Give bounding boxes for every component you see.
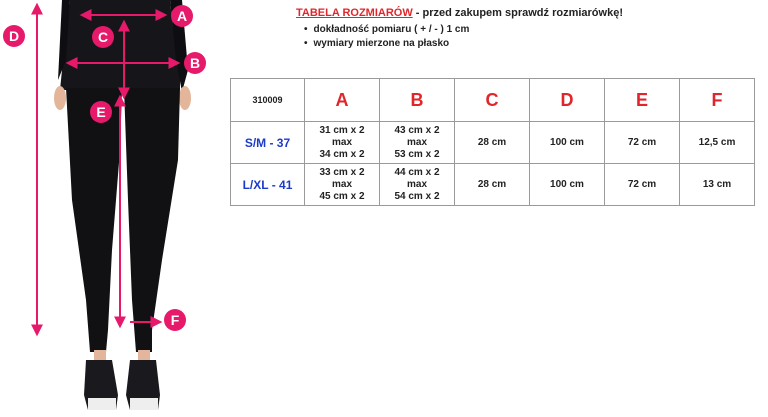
cell-line: 43 cm x 2 (394, 124, 440, 136)
cell-a (305, 122, 380, 164)
cell-line: 31 cm x 2 (319, 124, 365, 136)
cell-f: 12,5 cm (680, 122, 755, 164)
cell-f: 13 cm (680, 164, 755, 206)
product-code: 310009 (231, 79, 305, 122)
marker-e (90, 101, 112, 123)
column-header-f: F (680, 79, 755, 122)
size-chart-header (296, 6, 623, 51)
cell-a (305, 164, 380, 206)
cell-e: 72 cm (605, 164, 680, 206)
marker-b (184, 52, 206, 74)
marker-a (171, 5, 193, 27)
table-row (231, 164, 755, 206)
cell-line: max (406, 136, 427, 148)
model-figure (54, 0, 191, 410)
cell-e: 72 cm (605, 122, 680, 164)
column-header-c: C (455, 79, 530, 122)
size-table-title: TABELA ROZMIARÓW (296, 7, 413, 19)
svg-text:E: E (96, 104, 106, 120)
cell-b (380, 164, 455, 206)
svg-text:F: F (170, 312, 180, 328)
svg-text:B: B (189, 55, 201, 71)
marker-c (92, 26, 114, 48)
cell-line: 45 cm x 2 (319, 190, 365, 202)
marker-f (164, 309, 186, 331)
cell-d: 100 cm (530, 122, 605, 164)
notes-list (304, 23, 623, 51)
marker-d (3, 25, 25, 47)
cell-b (380, 122, 455, 164)
cell-line: 34 cm x 2 (319, 148, 365, 160)
note-item: • dokładność pomiaru ( + / - ) 1 cm (304, 23, 623, 37)
cell-line: 53 cm x 2 (394, 148, 440, 160)
cell-c: 28 cm (455, 164, 530, 206)
model-diagram (0, 0, 215, 417)
cell-c: 28 cm (455, 122, 530, 164)
table-row (231, 122, 755, 164)
svg-text:C: C (97, 29, 109, 45)
svg-text:A: A (176, 8, 188, 24)
size-table (230, 78, 755, 206)
size-table-subtitle: - przed zakupem sprawdź rozmiarówkę! (412, 7, 623, 19)
header-title-line (296, 6, 623, 21)
cell-line: 33 cm x 2 (319, 166, 365, 178)
cell-d: 100 cm (530, 164, 605, 206)
table-header-row (231, 79, 755, 122)
column-header-e: E (605, 79, 680, 122)
column-header-a: A (305, 79, 380, 122)
cell-line: max (406, 178, 427, 190)
note-item: • wymiary mierzone na płasko (304, 37, 623, 51)
cell-line: max (331, 136, 352, 148)
cell-line: 54 cm x 2 (394, 190, 440, 202)
column-header-b: B (380, 79, 455, 122)
cell-line: max (331, 178, 352, 190)
size-label: L/XL - 41 (231, 164, 305, 206)
size-label: S/M - 37 (231, 122, 305, 164)
column-header-d: D (530, 79, 605, 122)
cell-line: 44 cm x 2 (394, 166, 440, 178)
svg-text:D: D (8, 28, 20, 44)
